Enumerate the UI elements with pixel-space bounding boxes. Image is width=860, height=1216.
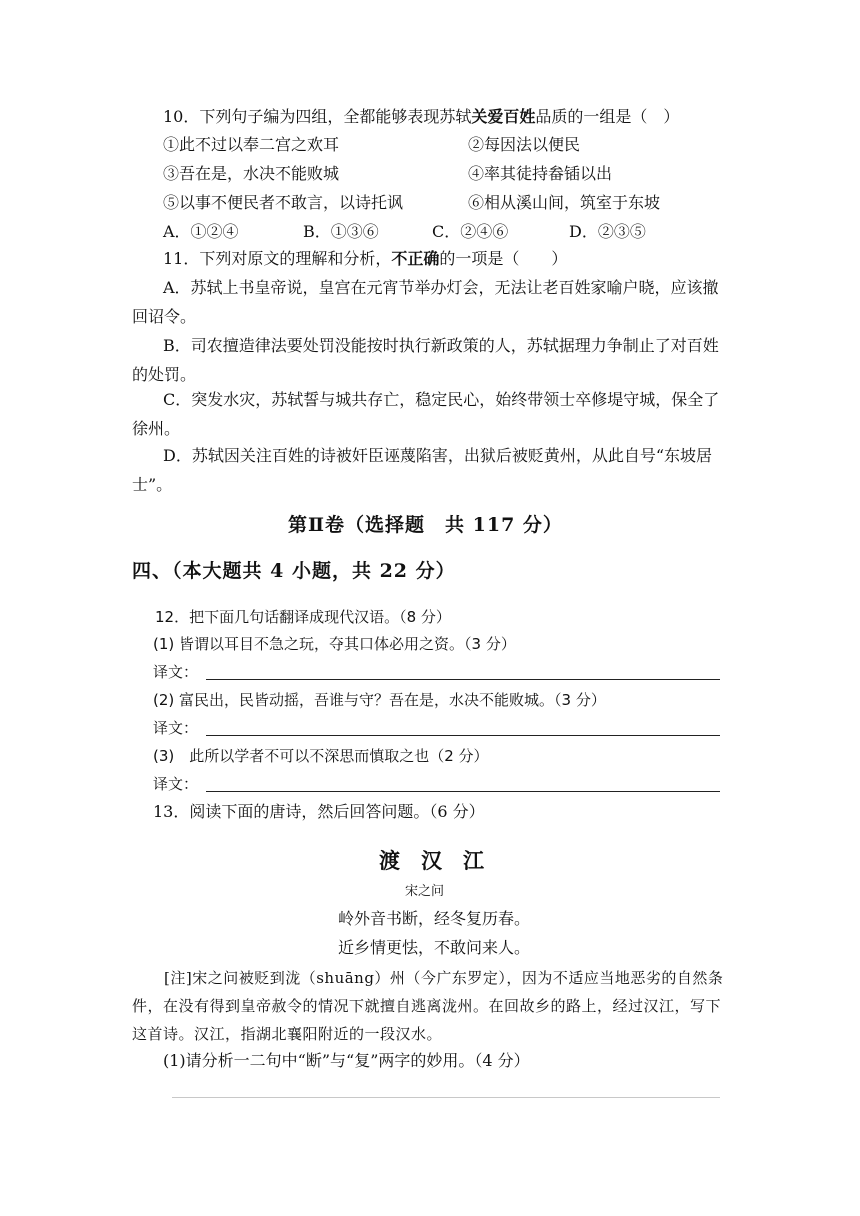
q12-answer-label-3: 译文： xyxy=(153,775,199,793)
q11-option-d: D．苏轼因关注百姓的诗被奸臣诬蔑陷害，出狱后被贬黄州，从此自号“东坡居士”。 xyxy=(132,446,713,494)
q10-item-2: ②每因法以便民 xyxy=(468,135,581,154)
q10-option-b: B．①③⑥ xyxy=(303,222,379,241)
q12-answer-line-3[interactable] xyxy=(206,791,720,792)
section2-title: 第Ⅱ卷（选择题 共 117 分） xyxy=(288,514,563,536)
q10-stem-post: 品质的一组是（ ） xyxy=(535,107,680,126)
q10-stem-bold: 关爱百姓 xyxy=(471,107,536,126)
q11-stem-pre: 11．下列对原文的理解和分析， xyxy=(163,249,392,268)
q10-stem-pre: 10．下列句子编为四组，全都能够表现苏轼 xyxy=(163,107,472,126)
q10-item-6: ⑥相从溪山间，筑室于东坡 xyxy=(468,193,661,212)
q11-stem-post: 的一项是（ ） xyxy=(439,249,568,268)
q11-stem xyxy=(163,248,567,270)
q12-answer-label-1: 译文： xyxy=(153,663,199,681)
q12-stem: 12．把下面几句话翻译成现代汉语。（8 分） xyxy=(155,608,451,626)
poem-note: [注]宋之问被贬到泷（shuāng）州（今广东罗定），因为不适应当地恶劣的自然条件，在没有得到皇帝赦令的情况下就擅自逃离泷州。在回故乡的路上，经过汉江，写下这首诗。汉江，指湖北襄阳附近的一段汉水。 xyxy=(132,969,724,1043)
q10-item-3: ③吾在是，水决不能败城 xyxy=(163,164,340,183)
poem-title: 渡 汉 江 xyxy=(379,848,484,873)
q10-item-5: ⑤以事不便民者不敢言，以诗托讽 xyxy=(163,193,404,212)
q10-option-c: C．②④⑥ xyxy=(432,222,509,241)
q12-sentence-3: (3) 此所以学者不可以不深思而慎取之也（2 分） xyxy=(153,747,489,765)
q11-stem-bold: 不正确 xyxy=(391,249,440,268)
part4-title: 四、（本大题共 4 小题，共 22 分） xyxy=(132,560,456,582)
q11-option-c: C．突发水灾，苏轼誓与城共存亡，稳定民心，始终带领士卒修堤守城，保全了徐州。 xyxy=(132,390,720,438)
q13-stem: 13．阅读下面的唐诗，然后回答问题。（6 分） xyxy=(153,802,485,821)
q12-answer-label-2: 译文： xyxy=(153,719,199,737)
q13-sub-question-1: (1)请分析一二句中“断”与“复”两字的妙用。（4 分） xyxy=(163,1051,530,1070)
q11-option-a: A．苏轼上书皇帝说，皇宫在元宵节举办灯会，无法让老百姓家喻户晓，应该撤回诏令。 xyxy=(132,278,719,326)
q12-answer-line-2[interactable] xyxy=(206,735,720,736)
q10-option-a: A．①②④ xyxy=(163,222,239,241)
q11-option-b: B．司农擅造律法要处罚没能按时执行新政策的人，苏轼据理力争制止了对百姓的处罚。 xyxy=(132,336,719,384)
q12-answer-line-1[interactable] xyxy=(206,679,720,680)
q10-option-d: D．②③⑤ xyxy=(569,222,646,241)
q12-sentence-2: (2) 富民出，民皆动摇，吾谁与守？吾在是，水决不能败城。（3 分） xyxy=(153,691,606,709)
poem-line-1: 岭外音书断，经冬复历春。 xyxy=(338,909,531,928)
q10-item-4: ④率其徒持畚锸以出 xyxy=(468,164,613,183)
q10-item-1: ①此不过以奉二宫之欢耳 xyxy=(163,135,340,154)
q10-stem xyxy=(163,106,679,128)
page-divider xyxy=(172,1097,720,1098)
q12-sentence-1: (1) 皆谓以耳目不急之玩，夺其口体必用之资。（3 分） xyxy=(153,635,516,653)
poem-author: 宋之问 xyxy=(405,884,445,899)
poem-line-2: 近乡情更怯，不敢问来人。 xyxy=(338,938,531,957)
